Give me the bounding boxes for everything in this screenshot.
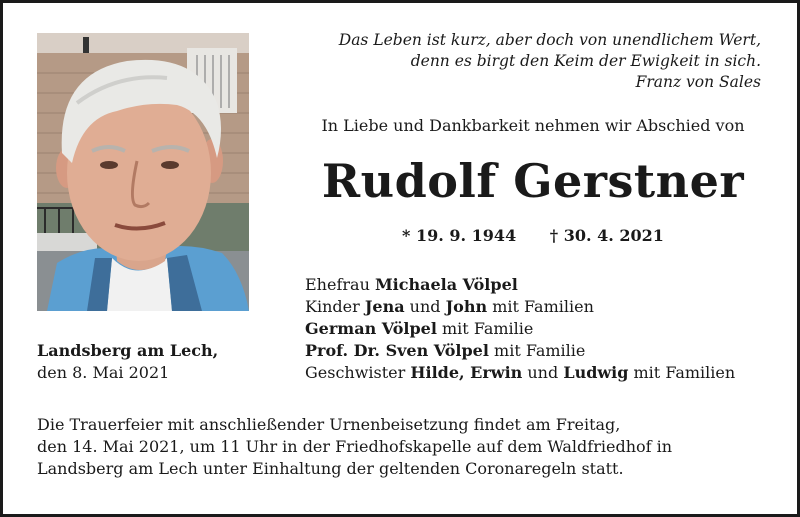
quote-line-2: denn es birgt den Keim der Ewigkeit in sich. [410, 52, 761, 70]
family-text: mit Familie [436, 319, 534, 338]
family-text: Ehefrau [305, 275, 375, 294]
place-date [37, 340, 218, 384]
quote-line-1: Das Leben ist kurz, aber doch von unendlichem Wert, [338, 31, 761, 49]
family-name: Prof. Dr. Sven Völpel [305, 341, 489, 360]
family-line-spouse [305, 274, 735, 296]
family-name: Jena [364, 297, 405, 316]
family-text: und [522, 363, 564, 382]
quote-block [339, 30, 761, 93]
family-list [305, 274, 735, 384]
family-line-german [305, 318, 735, 340]
family-line-children [305, 296, 735, 318]
quote-author: Franz von Sales [635, 73, 761, 91]
family-name: Michaela Völpel [374, 275, 518, 294]
notice-line-3: Landsberg am Lech unter Einhaltung der geltenden Coronaregeln statt. [37, 459, 624, 478]
family-name: Hilde, Erwin [410, 363, 523, 382]
place-city: Landsberg am Lech, [37, 341, 219, 360]
family-text: mit Familien [487, 297, 594, 316]
death-date: † 30. 4. 2021 [549, 226, 664, 245]
family-name: John [445, 297, 488, 316]
funeral-notice [37, 414, 767, 480]
notice-line-1: Die Trauerfeier mit anschließender Urnenbeisetzung findet am Freitag, [37, 415, 621, 434]
intro-text: In Liebe und Dankbarkeit nehmen wir Abschied von [321, 116, 745, 135]
deceased-name: Rudolf Gerstner [321, 154, 745, 208]
notice-line-2: den 14. Mai 2021, um 11 Uhr in der Friedhofskapelle auf dem Waldfriedhof in [37, 437, 673, 456]
birth-date: * 19. 9. 1944 [402, 226, 517, 245]
family-text: mit Familie [488, 341, 586, 360]
family-line-siblings [305, 362, 735, 384]
family-name: German Völpel [305, 319, 437, 338]
family-name: Ludwig [563, 363, 629, 382]
family-text: mit Familien [628, 363, 736, 382]
family-line-sven [305, 340, 735, 362]
portrait-image [37, 33, 249, 311]
family-text: Kinder [305, 297, 365, 316]
family-text: und [404, 297, 446, 316]
life-dates [305, 226, 761, 245]
portrait-photo [37, 33, 249, 311]
place-date-text: den 8. Mai 2021 [37, 363, 170, 382]
family-text: Geschwister [305, 363, 411, 382]
